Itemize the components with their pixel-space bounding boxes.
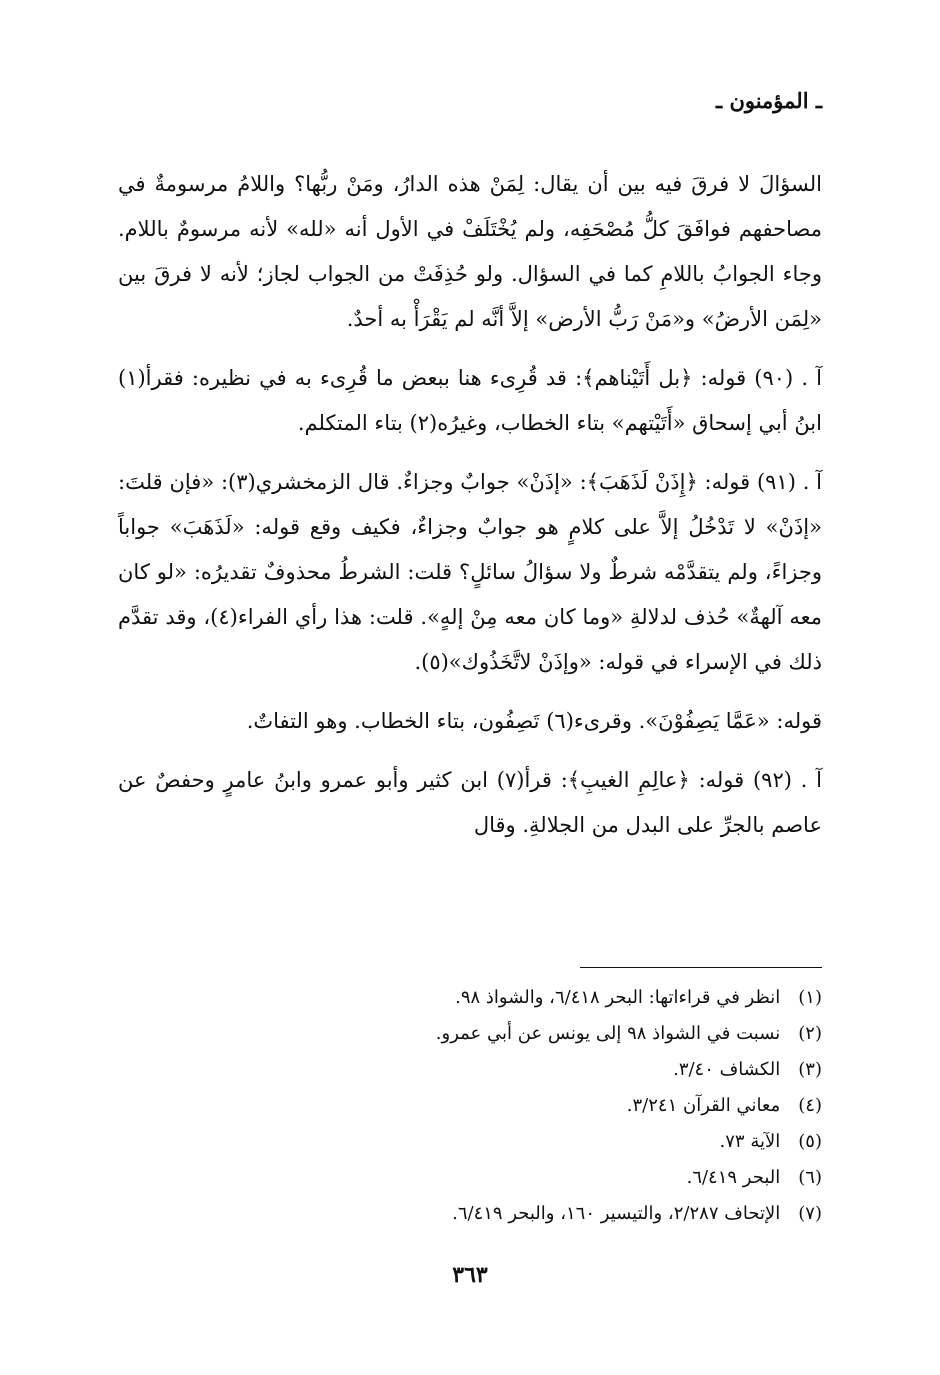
main-text xyxy=(118,162,822,862)
footnote-number: (٦) xyxy=(798,1167,822,1188)
footnote-separator xyxy=(580,967,822,968)
footnote-text: انظر في قراءاتها: البحر ٦/٤١٨، والشواذ ٩٨. xyxy=(455,987,781,1008)
footnote-number: (٤) xyxy=(798,1095,822,1116)
footnote-item xyxy=(302,1160,822,1196)
footnote-item xyxy=(302,1016,822,1052)
running-header: ـ المؤمنون ـ xyxy=(715,88,822,113)
footnote-number: (٣) xyxy=(798,1059,822,1080)
footnote-text: نسبت في الشواذ ٩٨ إلى يونس عن أبي عمرو. xyxy=(435,1023,781,1044)
footnote-item xyxy=(302,980,822,1016)
footnote-item xyxy=(302,1088,822,1124)
page-number: ٣٦٣ xyxy=(452,1262,488,1288)
paragraph-yasifun: قوله: «عَمَّا يَصِفُوْنَ». وقرىء(٦) تَصِفُون، بتاء الخطاب. وهو التفاتٌ. xyxy=(246,709,822,733)
paragraph-verse-90: آ . (٩٠) قوله: ﴿بل أَتَيْناهم﴾: قد قُرِىء هنا ببعض ما قُرِىء به في نظيره: فقرأ(١) ابنُ أبي إسحاق «أَتَيْتهم» بتاء الخطاب، وغيرُه(٢) بتاء المتكلم. xyxy=(118,366,822,435)
footnote-item xyxy=(302,1124,822,1160)
footnote-item xyxy=(302,1052,822,1088)
footnote-number: (٧) xyxy=(798,1203,822,1224)
footnotes-list xyxy=(302,980,822,1232)
footnote-number: (٢) xyxy=(798,1023,822,1044)
footnote-text: الآية ٧٣. xyxy=(719,1131,781,1152)
footnote-item xyxy=(302,1196,822,1232)
paragraph-verse-91: آ . (٩١) قوله: ﴿إِذَنْ لَذَهَبَ﴾: «إذَنْ» جوابٌ وجزاءٌ. قال الزمخشري(٣): «فإن قلتَ: «إذَنْ» لا تَدْخُلُ إلاَّ على كلامٍ هو جوابٌ وجزاءٌ، فكيف وقع قوله: «لَذَهَبَ» جواباً وجزاءً، ولم يتقدَّمْه شرطٌ ولا سؤالُ سائلٍ؟ قلت: الشرطُ محذوفٌ تقديرُه: «لو كان معه آلهةٌ» حُذف لدلالةِ «وما كان معه مِنْ إلهٍ». قلت: هذا رأي الفراء(٤)، وقد تقدَّم ذلك في الإسراء في قوله: «وإذَنْ لاتَّخَذُوك»(٥). xyxy=(118,470,822,674)
footnote-text: الكشاف ٣/٤٠. xyxy=(673,1059,781,1080)
paragraph-continuation: السؤالَ لا فرقَ فيه بين أن يقال: لِمَنْ هذه الدارُ، ومَنْ ربُّها؟ واللامُ مرسومةٌ في مصاحفهم فوافَقَ كلُّ مُصْحَفِه، ولم يُخْتَلَفْ في الأول أنه «لله» لأنه مرسومٌ باللام. وجاء الجوابُ باللامِ كما في السؤال. ولو حُذِفَتْ من الجواب لجاز؛ لأنه لا فرقَ بين «لِمَن الأرضُ» و«مَنْ رَبُّ الأرض» إلاَّ أنَّه لم يَقْرَأْ به أحدٌ. xyxy=(118,172,822,331)
footnote-number: (٥) xyxy=(798,1131,822,1152)
footnote-text: الإتحاف ٢/٢٨٧، والتيسير ١٦٠، والبحر ٦/٤١٩. xyxy=(452,1203,781,1224)
footnote-number: (١) xyxy=(798,987,822,1008)
footnote-text: البحر ٦/٤١٩. xyxy=(686,1167,781,1188)
paragraph-verse-92: آ . (٩٢) قوله: ﴿عالِمِ الغيبِ﴾: قرأ(٧) ابن كثير وأبو عمرو وابنُ عامرٍ وحفصٌ عن عاصم بالجرِّ على البدل من الجلالةِ. وقال xyxy=(118,768,822,837)
footnote-text: معاني القرآن ٣/٢٤١. xyxy=(626,1095,781,1116)
